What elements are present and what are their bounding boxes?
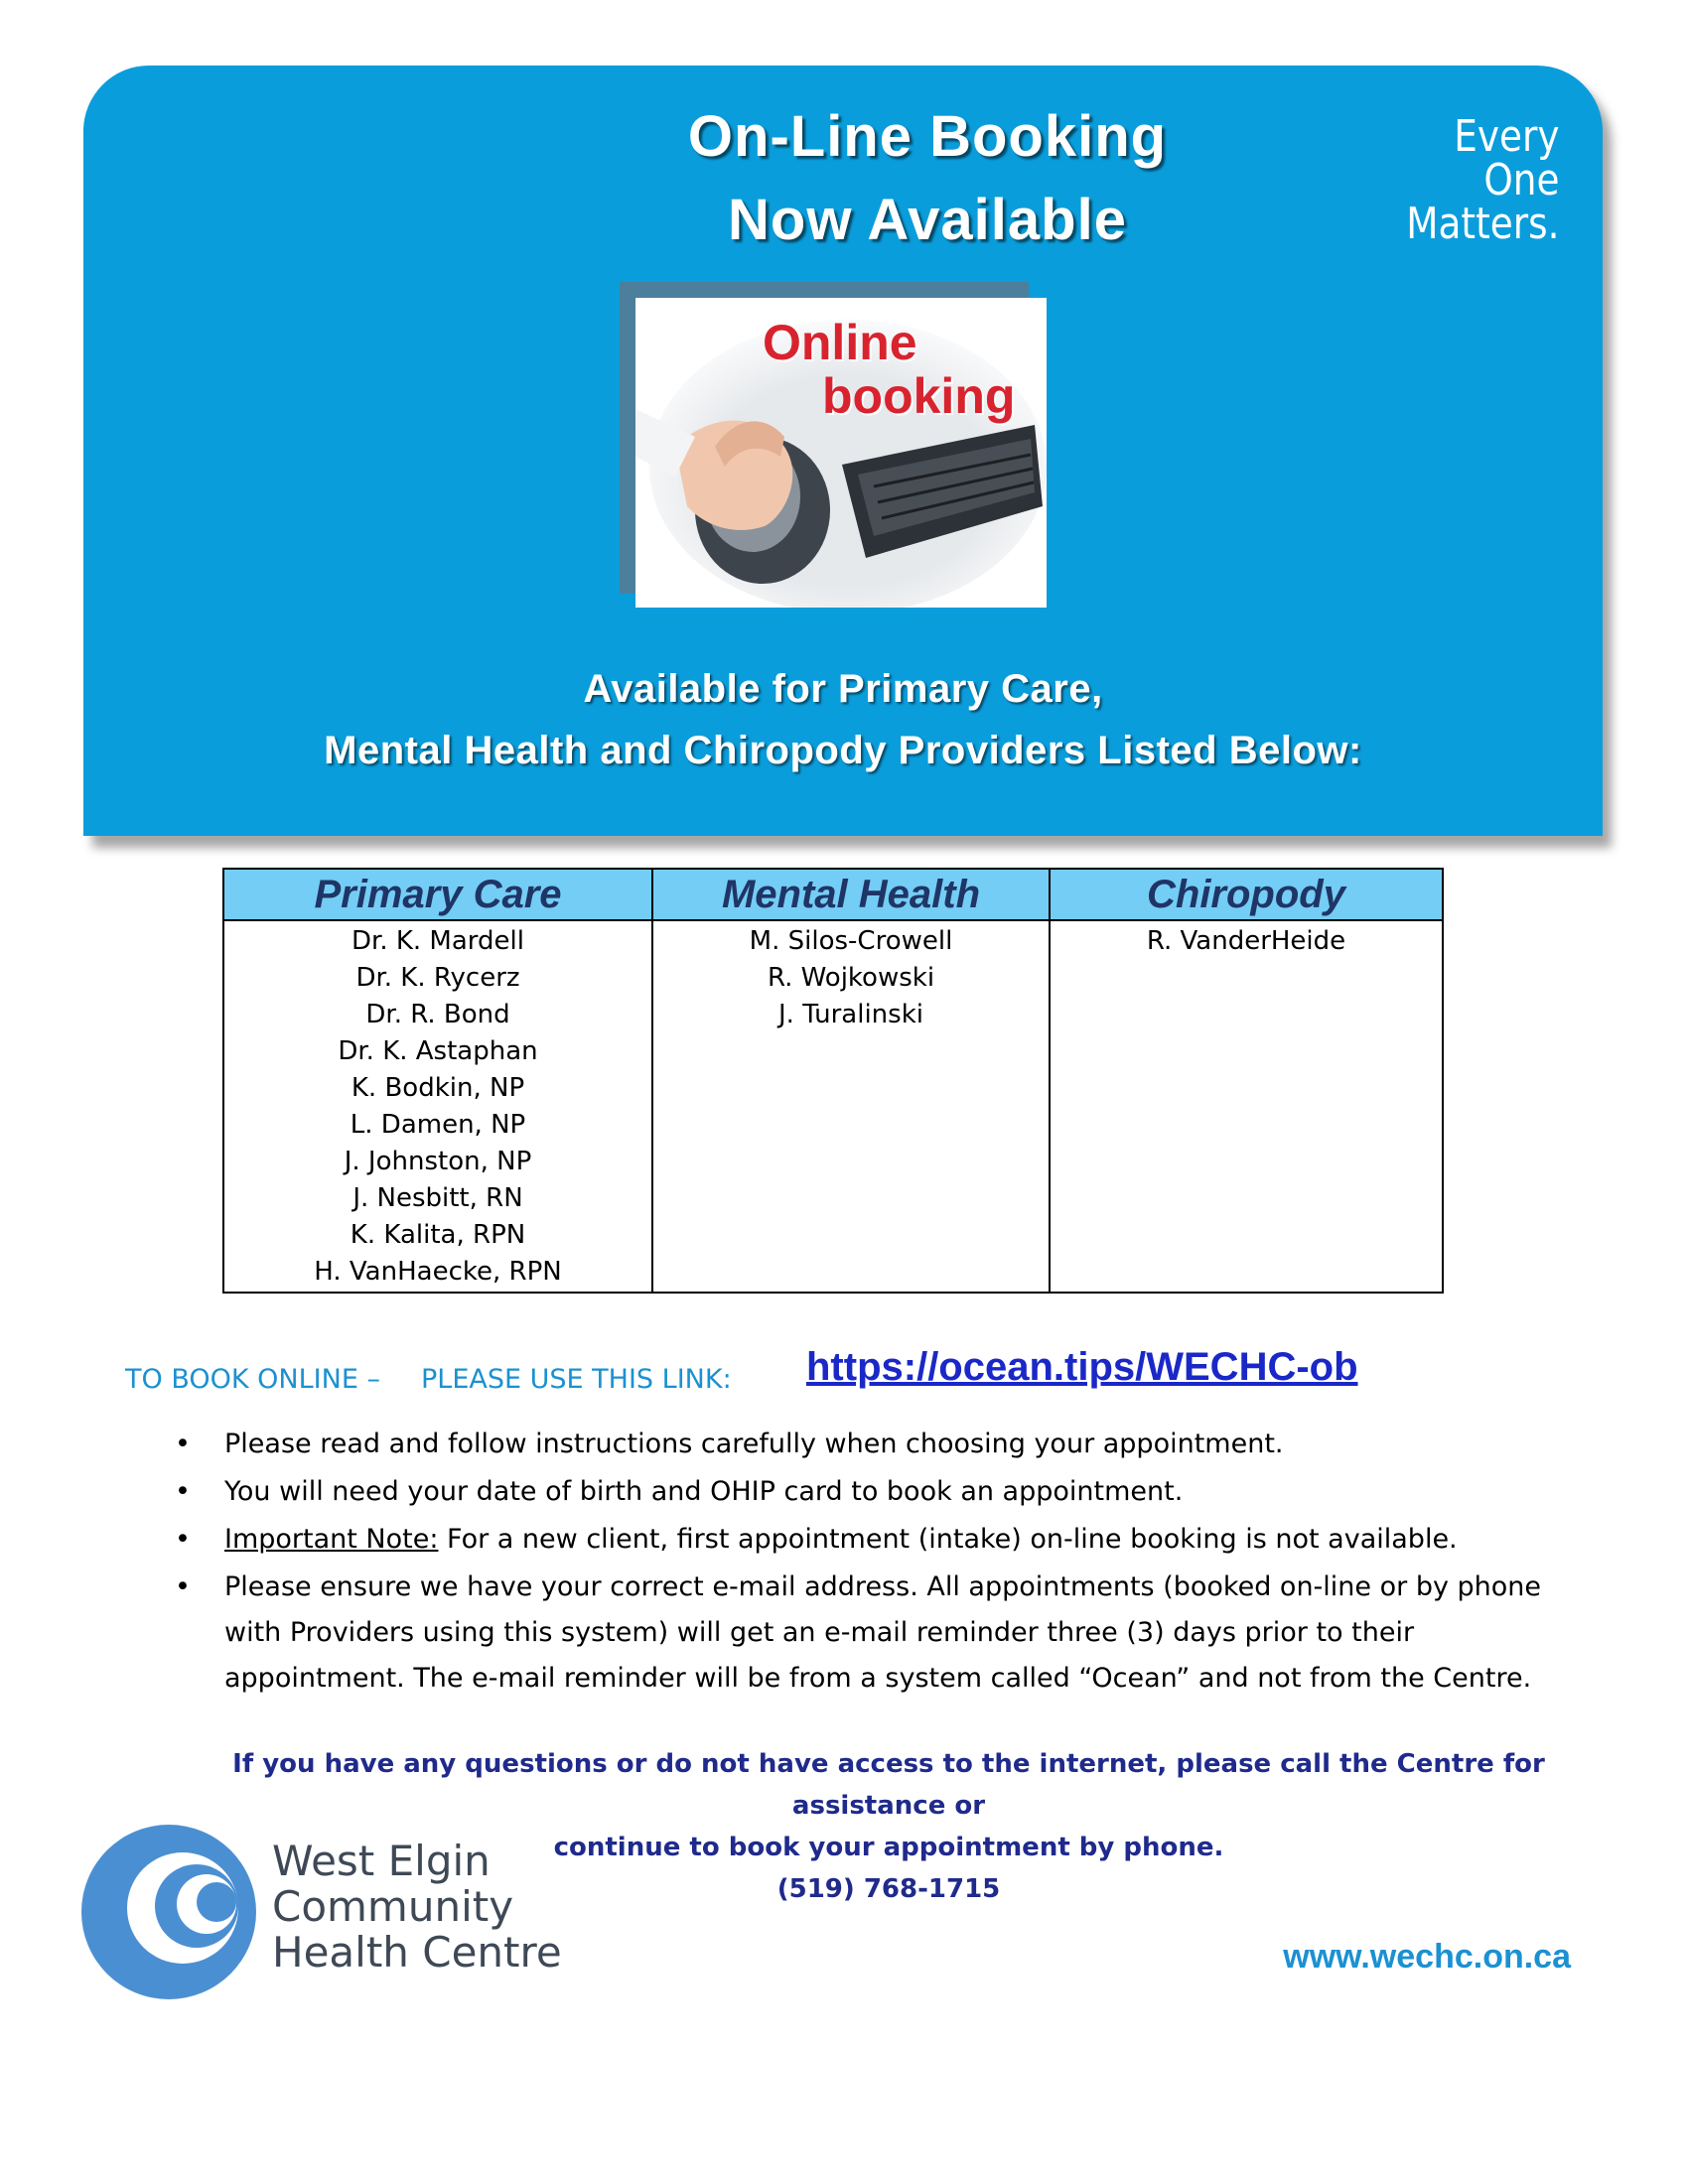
bullet-icon: •	[175, 1524, 191, 1555]
important-note-label: Important Note:	[224, 1524, 439, 1555]
bullet-icon: •	[175, 1571, 191, 1602]
website-link[interactable]: www.wechc.on.ca	[1283, 1938, 1571, 1976]
contact-line1: If you have any questions or do not have access to the internet, please call the Centre for assistance or	[232, 1749, 1545, 1821]
online-booking-image	[635, 298, 1047, 608]
subtitle-line2: Mental Health and Chiropody Providers Listed Below:	[324, 729, 1362, 772]
bullet-icon: •	[175, 1429, 191, 1459]
provider-name: H. VanHaecke, RPN	[314, 1257, 562, 1287]
provider-name: Dr. K. Astaphan	[338, 1036, 538, 1066]
provider-name: Dr. K. Mardell	[352, 926, 524, 956]
provider-name: L. Damen, NP	[350, 1110, 526, 1140]
list-item-text: Please ensure we have your correct e-mail address. All appointments (booked on-line or by phone with Providers using this system) will get an e-mail reminder three (3) days prior to their appointment. The e-mail reminder will be from a system called “Ocean” and not from the Centre.	[224, 1571, 1542, 1694]
logo-wordmark	[272, 1839, 562, 1976]
bullet-icon: •	[175, 1476, 191, 1507]
wechc-logo-icon	[79, 1823, 258, 2001]
list-item-text: Please read and follow instructions carefully when choosing your appointment.	[224, 1429, 1284, 1459]
provider-name: K. Kalita, RPN	[350, 1220, 526, 1250]
chiropody-cell	[1050, 920, 1443, 1293]
use-link-label: PLEASE USE THIS LINK:	[421, 1364, 732, 1395]
provider-name: K. Bodkin, NP	[351, 1073, 525, 1103]
contact-line2: continue to book your appointment by phone.	[553, 1833, 1224, 1862]
mental-health-cell	[652, 920, 1050, 1293]
list-item	[175, 1517, 1565, 1563]
booking-link[interactable]: https://ocean.tips/WECHC-ob	[806, 1345, 1358, 1389]
logo-line2: Community	[272, 1882, 514, 1931]
logo-line3: Health Centre	[272, 1928, 562, 1977]
provider-name: Dr. K. Rycerz	[355, 963, 520, 993]
tagline-line: Every	[1453, 111, 1559, 162]
provider-name: J. Johnston, NP	[344, 1147, 532, 1176]
hero-banner	[83, 66, 1603, 836]
provider-name: J. Turalinski	[778, 1000, 923, 1029]
phone-number: (519) 768-1715	[776, 1874, 1001, 1904]
logo-line1: West Elgin	[272, 1837, 491, 1885]
photo-caption-line2: booking	[822, 368, 1016, 424]
header-mental-health: Mental Health	[652, 869, 1050, 920]
list-item	[175, 1469, 1565, 1515]
subtitle-line1: Available for Primary Care,	[583, 667, 1103, 711]
list-item-text: You will need your date of birth and OHIP card to book an appointment.	[224, 1476, 1184, 1507]
provider-name: R. VanderHeide	[1146, 926, 1346, 956]
book-online-label: TO BOOK ONLINE –	[125, 1364, 380, 1395]
headline-line2: Now Available	[728, 188, 1127, 252]
primary-care-cell	[223, 920, 652, 1293]
provider-name: M. Silos-Crowell	[749, 926, 953, 956]
headline-line1: On-Line Booking	[687, 104, 1168, 169]
providers-table	[222, 868, 1444, 1294]
tagline	[1405, 111, 1559, 249]
list-item-text: For a new client, first appointment (intake) on-line booking is not available.	[438, 1524, 1458, 1555]
list-item	[175, 1422, 1565, 1467]
provider-name: R. Wojkowski	[767, 963, 935, 993]
tagline-line: Matters.	[1405, 199, 1559, 249]
instructions-list	[175, 1422, 1565, 1704]
provider-name: J. Nesbitt, RN	[352, 1183, 523, 1213]
provider-name: Dr. R. Bond	[365, 1000, 510, 1029]
list-item	[175, 1565, 1565, 1702]
header-primary-care: Primary Care	[223, 869, 652, 920]
header-chiropody: Chiropody	[1050, 869, 1443, 920]
photo-caption-line1: Online	[763, 315, 917, 370]
tagline-line: One	[1482, 155, 1559, 205]
booking-link-row	[125, 1340, 1515, 1400]
